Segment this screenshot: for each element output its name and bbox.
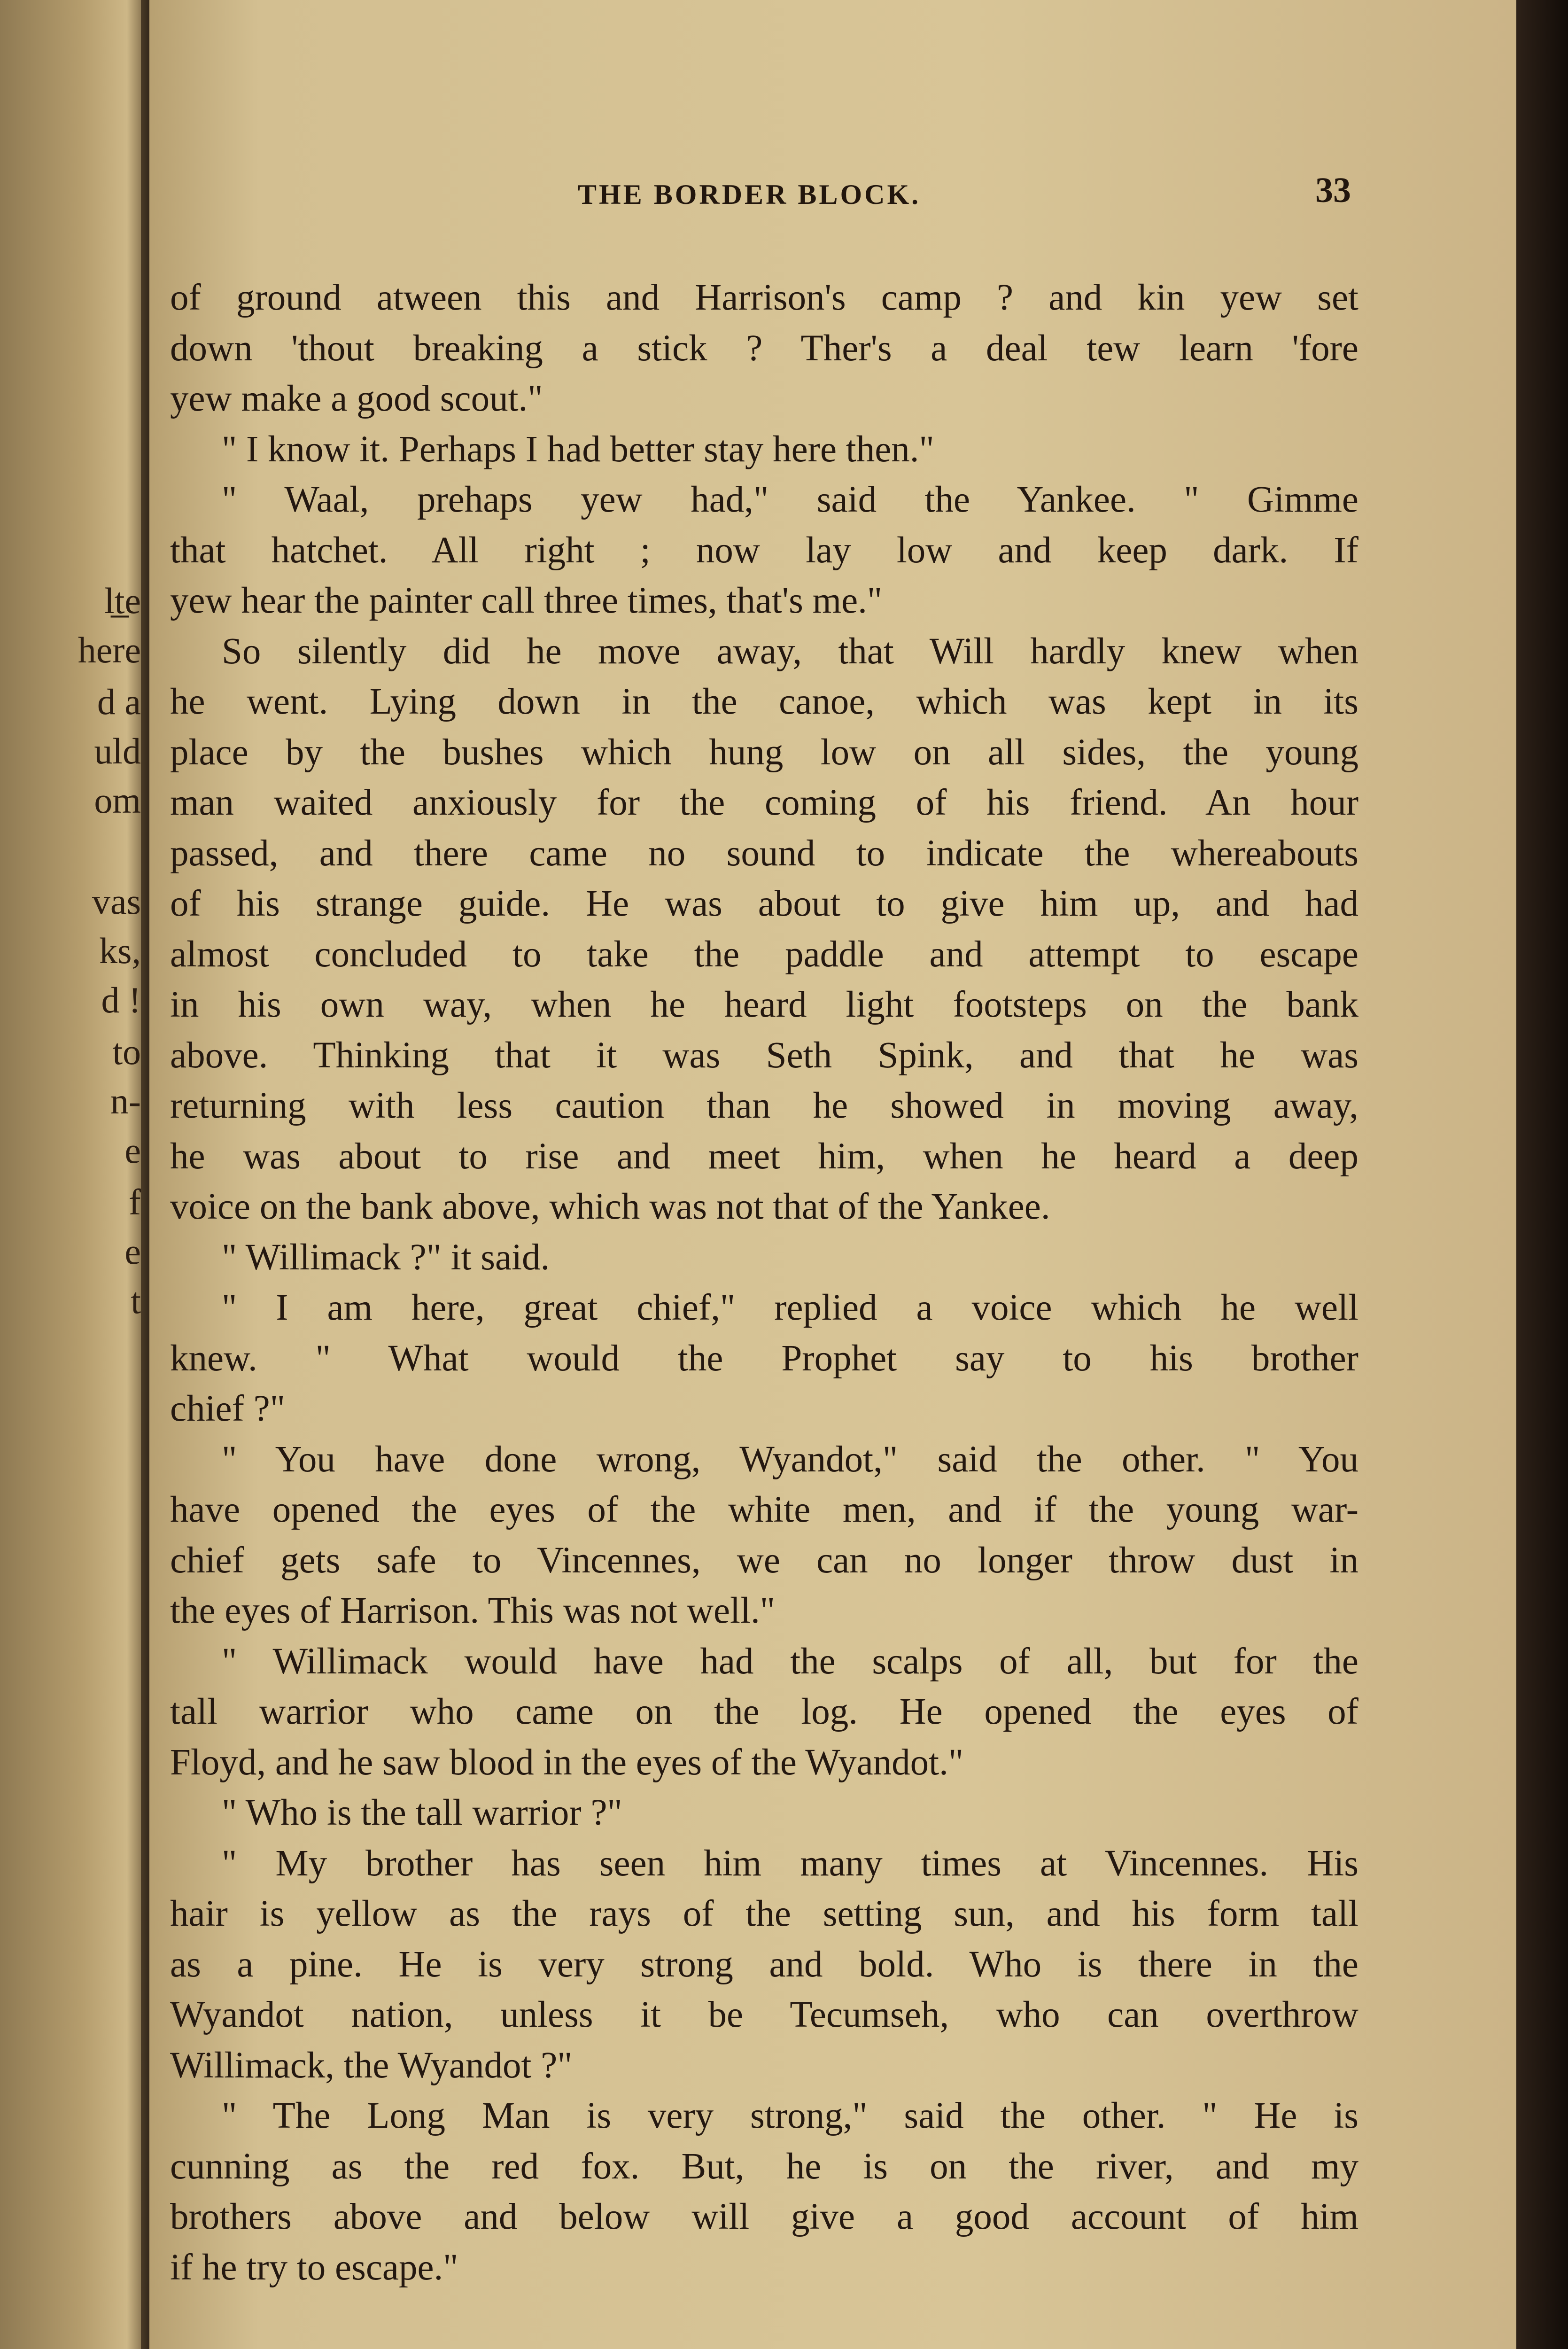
text-line: " Who is the tall warrior ?" — [222, 1792, 622, 1833]
text-line: he went. Lying down in the canoe, which was kept in its — [170, 681, 1358, 722]
body-text — [170, 272, 1358, 2293]
text-line: voice on the bank above, which was not that of the Yankee. — [170, 1186, 1050, 1227]
text-line: down 'thout breaking a stick ? Ther's a deal tew learn 'fore — [170, 327, 1358, 369]
text-line: Floyd, and he saw blood in the eyes of the Wyandot." — [170, 1742, 964, 1783]
page-edge-shadow — [1516, 0, 1568, 2349]
text-line: he was about to rise and meet him, when he heard a deep — [170, 1136, 1358, 1177]
text-line: yew hear the painter call three times, that's me." — [170, 580, 883, 621]
facing-page-fragment: om — [94, 780, 141, 821]
facing-page-fragment: to — [112, 1031, 141, 1072]
facing-page-fragment: vas — [92, 881, 141, 922]
facing-page-fragment: lt̲e — [104, 580, 141, 621]
text-line: above. Thinking that it was Seth Spink, and that he was — [170, 1034, 1358, 1076]
facing-page-fragment: t — [131, 1280, 141, 1321]
text-line: Wyandot nation, unless it be Tecumseh, who can overthrow — [170, 1994, 1358, 2035]
text-line: of his strange guide. He was about to give him up, and had — [170, 883, 1358, 924]
text-line: " The Long Man is very strong," said the other. " He is — [222, 2095, 1358, 2136]
text-line: " Willimack ?" it said. — [222, 1237, 550, 1278]
page-number: 33 — [1315, 171, 1351, 210]
text-line: man waited anxiously for the coming of his friend. An hour — [170, 782, 1358, 823]
text-line: Willimack, the Wyandot ?" — [170, 2045, 573, 2086]
text-line: if he try to escape." — [170, 2247, 458, 2288]
running-header: THE BORDER BLOCK. — [578, 179, 921, 210]
text-line: " I know it. Perhaps I had better stay here then." — [222, 428, 934, 470]
text-line: place by the bushes which hung low on all sides, the young — [170, 731, 1358, 773]
text-line: yew make a good scout." — [170, 378, 543, 419]
text-line: brothers above and below will give a good account of him — [170, 2196, 1358, 2237]
facing-page-fragment: uld — [94, 731, 141, 771]
facing-page-fragment: ks, — [99, 930, 141, 971]
text-line: hair is yellow as the rays of the setting sun, and his form tall — [170, 1893, 1358, 1934]
text-line: passed, and there came no sound to indicate the whereabouts — [170, 832, 1358, 874]
text-line: So silently did he move away, that Will hardly knew when — [222, 630, 1358, 672]
text-line: tall warrior who came on the log. He opened the eyes of — [170, 1691, 1358, 1732]
text-line: that hatchet. All right ; now lay low and keep dark. If — [170, 529, 1358, 571]
text-line: the eyes of Harrison. This was not well." — [170, 1590, 775, 1631]
text-line: in his own way, when he heard light footsteps on the bank — [170, 984, 1358, 1025]
text-line: as a pine. He is very strong and bold. Who is there in the — [170, 1944, 1358, 1985]
text-line: " You have done wrong, Wyandot," said the other. " You — [222, 1439, 1358, 1480]
facing-page-fragment: d ! — [101, 980, 141, 1020]
text-line: of ground atween this and Harrison's camp ? and kin yew set — [170, 277, 1358, 318]
facing-page-fragment: d a — [97, 681, 141, 722]
text-line: chief gets safe to Vincennes, we can no longer throw dust in — [170, 1540, 1358, 1581]
text-line: cunning as the red fox. But, he is on the river, and my — [170, 2146, 1358, 2187]
text-line: returning with less caution than he showed in moving away, — [170, 1085, 1358, 1126]
text-line: " I am here, great chief," replied a voice which he well — [222, 1287, 1358, 1328]
text-line: knew. " What would the Prophet say to his brother — [170, 1338, 1358, 1379]
text-line: have opened the eyes of the white men, and if the young war- — [170, 1489, 1358, 1530]
text-line: " Willimack would have had the scalps of all, but for the — [222, 1641, 1358, 1682]
text-line: chief ?" — [170, 1388, 285, 1429]
facing-page-fragment: f — [129, 1182, 141, 1222]
text-line: " Waal, prehaps yew had," said the Yankee. " Gimme — [222, 479, 1358, 520]
facing-page-fragment: e — [124, 1130, 141, 1171]
facing-page-fragment: e — [124, 1231, 141, 1272]
facing-page-fragment: here — [78, 630, 141, 670]
facing-page-edge — [0, 0, 149, 2349]
text-line: almost concluded to take the paddle and attempt to escape — [170, 933, 1358, 975]
facing-page-fragment: n- — [110, 1081, 141, 1121]
text-line: " My brother has seen him many times at Vincennes. His — [222, 1843, 1358, 1884]
